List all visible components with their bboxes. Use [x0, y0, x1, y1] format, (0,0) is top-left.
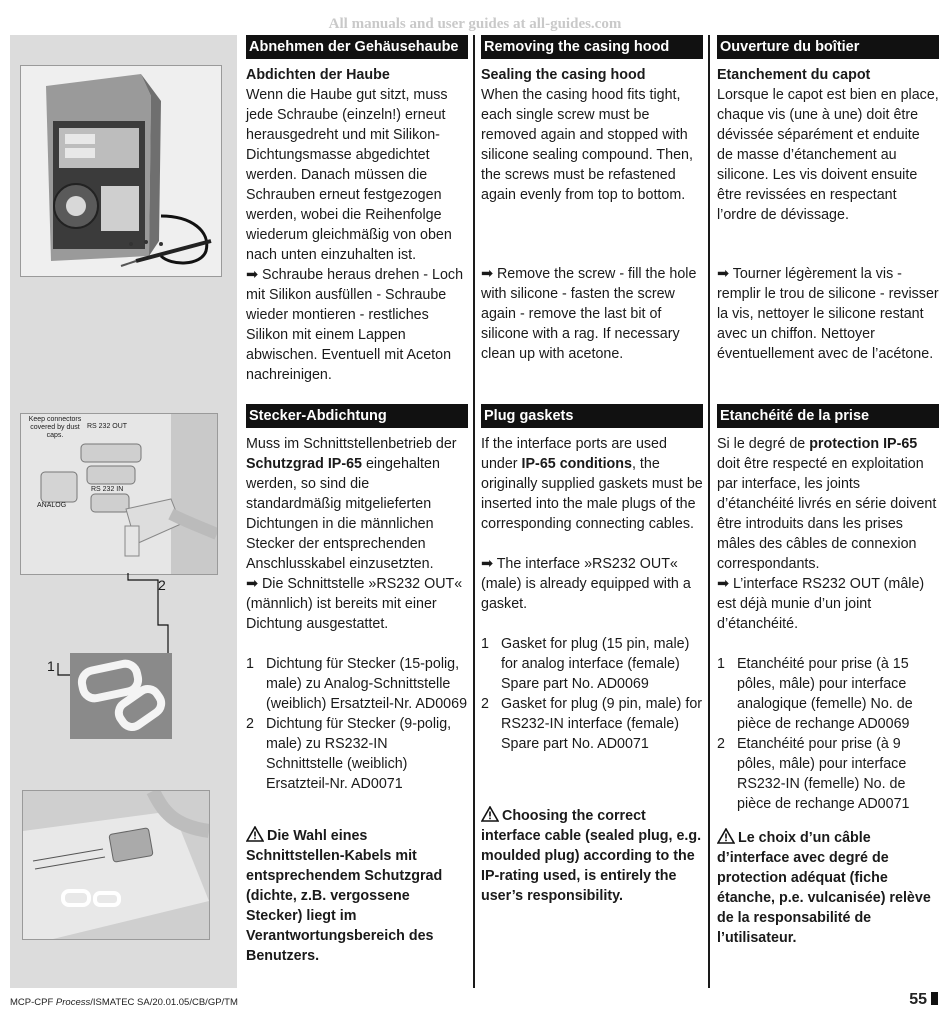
- warning-note: Le choix d’un câble d’interface avec degré de protection adéquat (fiche étanche, p.e. vulcanisée) relève de la responsabilité de l’utilisateur.: [717, 830, 931, 946]
- warning-note: Die Wahl eines Schnittstellen-Kabels mit entsprechendem Schutzgrad (dichte, z.B. vergossene Stecker) liegt im Verantwortungsbereich des Benutzers.: [246, 828, 443, 964]
- section-step: ➡ Die Schnittstelle »RS232 OUT« (männlich) ist bereits mit einer Dichtung ausgestattet.: [246, 576, 463, 632]
- list-item: 1 Etanchéité pour prise (à 15 pôles, mâle) pour interface analogique (femelle) No. de pièce de rechange AD0069: [717, 656, 913, 732]
- column-divider-2: [708, 35, 710, 988]
- warning-icon: [717, 828, 735, 844]
- section-header: Stecker-Abdichtung: [246, 404, 468, 428]
- section-casing-en: [481, 35, 703, 205]
- page-number: 55: [909, 991, 938, 1009]
- column-divider-1: [473, 35, 475, 988]
- section-header: Ouverture du boîtier: [717, 35, 939, 59]
- list-item: 2 Gasket for plug (9 pin, male) for RS232-IN interface (female) Spare part No. AD0071: [481, 696, 703, 752]
- section-casing-de: [246, 35, 468, 385]
- section-intro: Si le degré de protection IP-65 doit être respecté en exploitation par interface, les joints d’étanchéité livrés en série doivent être introduits dans les prises mâles des câbles de connexion correspondants.: [717, 436, 937, 572]
- callout-2: 2: [158, 577, 166, 593]
- label-analog: ANALOG: [37, 502, 67, 509]
- bag-photo: [22, 790, 210, 940]
- figure-sidebar: [10, 35, 237, 988]
- section-subhead: Etanchement du capot: [717, 67, 871, 83]
- section-header: Etanchéité de la prise: [717, 404, 939, 428]
- section-plug-fr: [717, 404, 939, 948]
- section-step: ➡ Tourner légèrement la vis - remplir le trou de silicone - revisser la vis, nettoyer le silicone restant avec un chiffon. Nettoyer éventuellement avec de l’acétone.: [717, 266, 939, 362]
- section-body: When the casing hood fits tight, each single screw must be removed again and stopped with silicone sealing compound. Then, the screws must be refastened again evenly from top to bottom.: [481, 87, 693, 203]
- watermark: All manuals and user guides at all-guides.com: [328, 16, 622, 32]
- section-subhead: Sealing the casing hood: [481, 67, 646, 83]
- section-subhead: Abdichten der Haube: [246, 67, 390, 83]
- warning-icon: [246, 826, 264, 842]
- section-step: ➡ The interface »RS232 OUT« (male) is already equipped with a gasket.: [481, 556, 691, 612]
- section-step: ➡ Schraube heraus drehen - Loch mit Silikon ausfüllen - Schraube wieder montieren - restliches Silikon mit einem Lappen abwischen. Eventuell mit Aceton nachreinigen.: [246, 267, 464, 383]
- section-intro: Muss im Schnittstellenbetrieb der Schutzgrad IP-65 eingehalten werden, so sind die standardmäßig mitgelieferten Dichtungen in die männlichen Stecker der entsprechenden Anschlusskabel einzusetzten.: [246, 436, 457, 572]
- section-step: ➡ Remove the screw - fill the hole with silicone - fasten the screw again - remove the last bit of silicone with a rag. If necessary clean up with acetone.: [481, 266, 697, 362]
- section-body: Wenn die Haube gut sitzt, muss jede Schraube (einzeln!) erneut herausgedreht und mit Silikon-Dichtungsmasse abgedichtet werden. Danach müssen die Schrauben erneut festgezogen werden, wobei die Reihenfolge wiederum gleichmäßig von oben nach unten einzuhalten ist.: [246, 87, 452, 263]
- label-rs232-out: RS 232 OUT: [87, 423, 128, 430]
- section-plug-de: [246, 404, 468, 966]
- list-item: 2 Etanchéité pour prise (à 9 pôles, mâle) pour interface RS232-IN (femelle) No. de pièce de rechange AD0071: [717, 736, 910, 812]
- document-code: MCP-CPF Process/ISMATEC SA/20.01.05/CB/GP/TM: [10, 997, 238, 1008]
- section-header: Plug gaskets: [481, 404, 703, 428]
- list-item: 1 Gasket for plug (15 pin, male) for analog interface (female) Spare part No. AD0069: [481, 636, 690, 692]
- section-plug-en: [481, 404, 703, 906]
- callout-1: 1: [47, 658, 55, 674]
- section-step: ➡ L’interface RS232 OUT (mâle) est déjà munie d’un joint d’étanchéité.: [717, 576, 925, 632]
- section-casing-fr-step: [717, 264, 939, 364]
- section-header: Removing the casing hood: [481, 35, 703, 59]
- section-casing-en-step: [481, 264, 703, 364]
- page-marker-icon: [931, 992, 938, 1005]
- section-body: Lorsque le capot est bien en place, chaque vis (une à une) doit être dévissée séparément et enduite de masse d’étanchement au silicone. Les vis doivent ensuite être revissées en respectant l’ordre de dévissage.: [717, 87, 939, 223]
- section-header: Abnehmen der Gehäusehaube: [246, 35, 468, 59]
- warning-note: Choosing the correct interface cable (sealed plug, e.g. moulded plug) according to the IP-rating used, is entirely the user’s responsibility.: [481, 808, 702, 904]
- section-casing-fr: [717, 35, 939, 225]
- label-rs232-in: RS 232 IN: [91, 486, 124, 493]
- gaskets-photo: [70, 653, 172, 739]
- label-dust-caps: Keep connectors covered by dust caps.: [28, 416, 82, 439]
- warning-icon: [481, 806, 499, 822]
- section-intro: If the interface ports are used under IP-65 conditions, the originally supplied gaskets must be inserted into the male plugs of the corresponding connecting cables.: [481, 436, 703, 532]
- list-item: 1 Dichtung für Stecker (15-polig, male) zu Analog-Schnittstelle (weiblich) Ersatzteil-Nr. AD0069: [246, 656, 468, 712]
- list-item: 2 Dichtung für Stecker (9-polig, male) zu RS232-IN Schnittstelle (weiblich) Ersatzteil-Nr. AD0071: [246, 716, 452, 792]
